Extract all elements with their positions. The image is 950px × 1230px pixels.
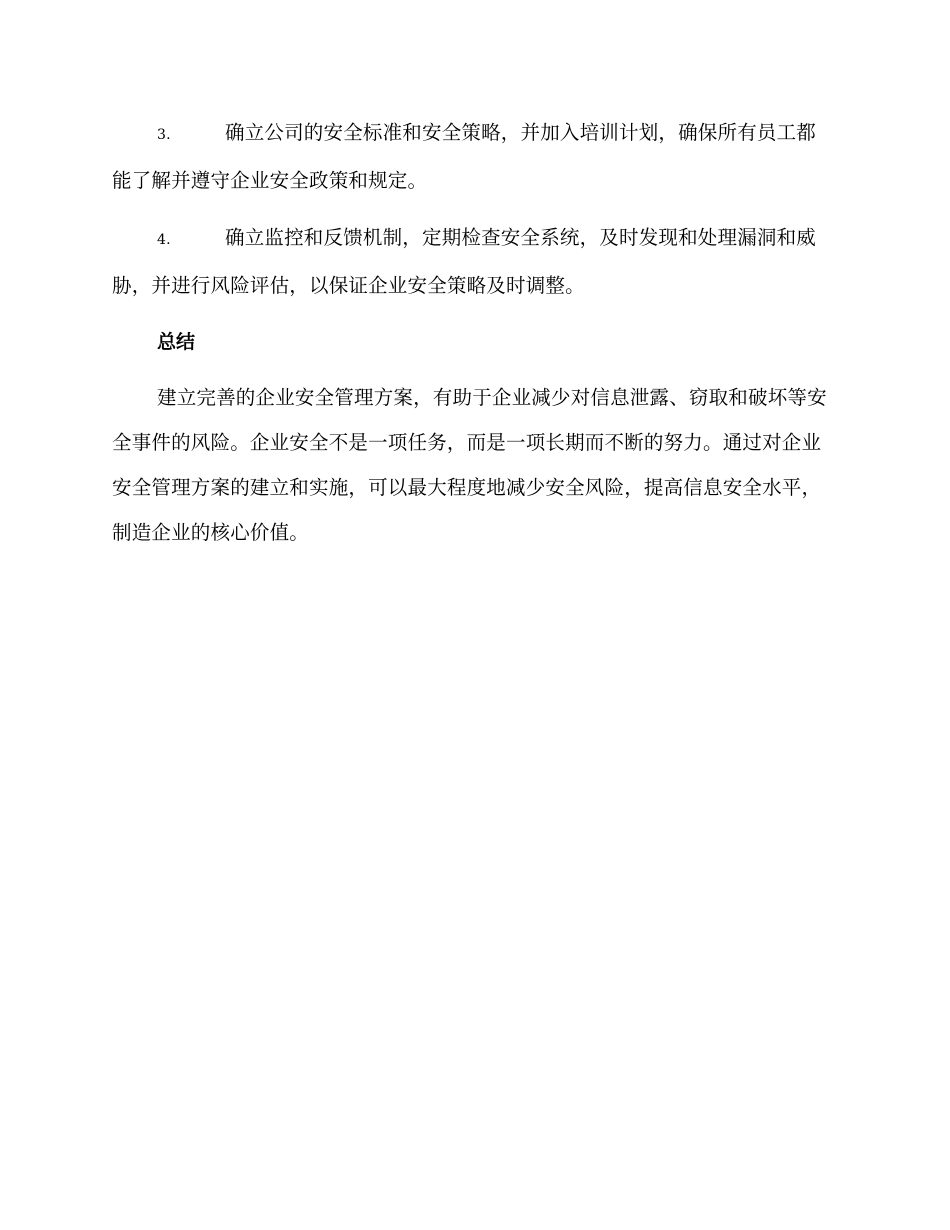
list-item-text: 确立公司的安全标准和安全策略，并加入培训计划，确保所有员工都能了解并遵守企业安全政策和规定。 <box>112 121 817 192</box>
summary-paragraph: 建立完善的企业安全管理方案，有助于企业减少对信息泄露、窃取和破坏等安全事件的风险。企业安全不是一项任务，而是一项长期而不断的努力。通过对企业安全管理方案的建立和实施，可以最大程度地减少安全风险，提高信息安全水平，制造企业的核心价值。 <box>112 386 827 544</box>
list-item-4 <box>112 215 834 308</box>
list-item-3 <box>112 110 834 203</box>
list-item-text: 确立监控和反馈机制，定期检查安全系统，及时发现和处理漏洞和威胁，并进行风险评估，以保证企业安全策略及时调整。 <box>112 226 817 297</box>
list-number: 3. <box>157 127 171 143</box>
list-number: 4. <box>157 232 171 248</box>
section-heading: 总结 <box>157 331 196 353</box>
document-body <box>112 110 834 555</box>
